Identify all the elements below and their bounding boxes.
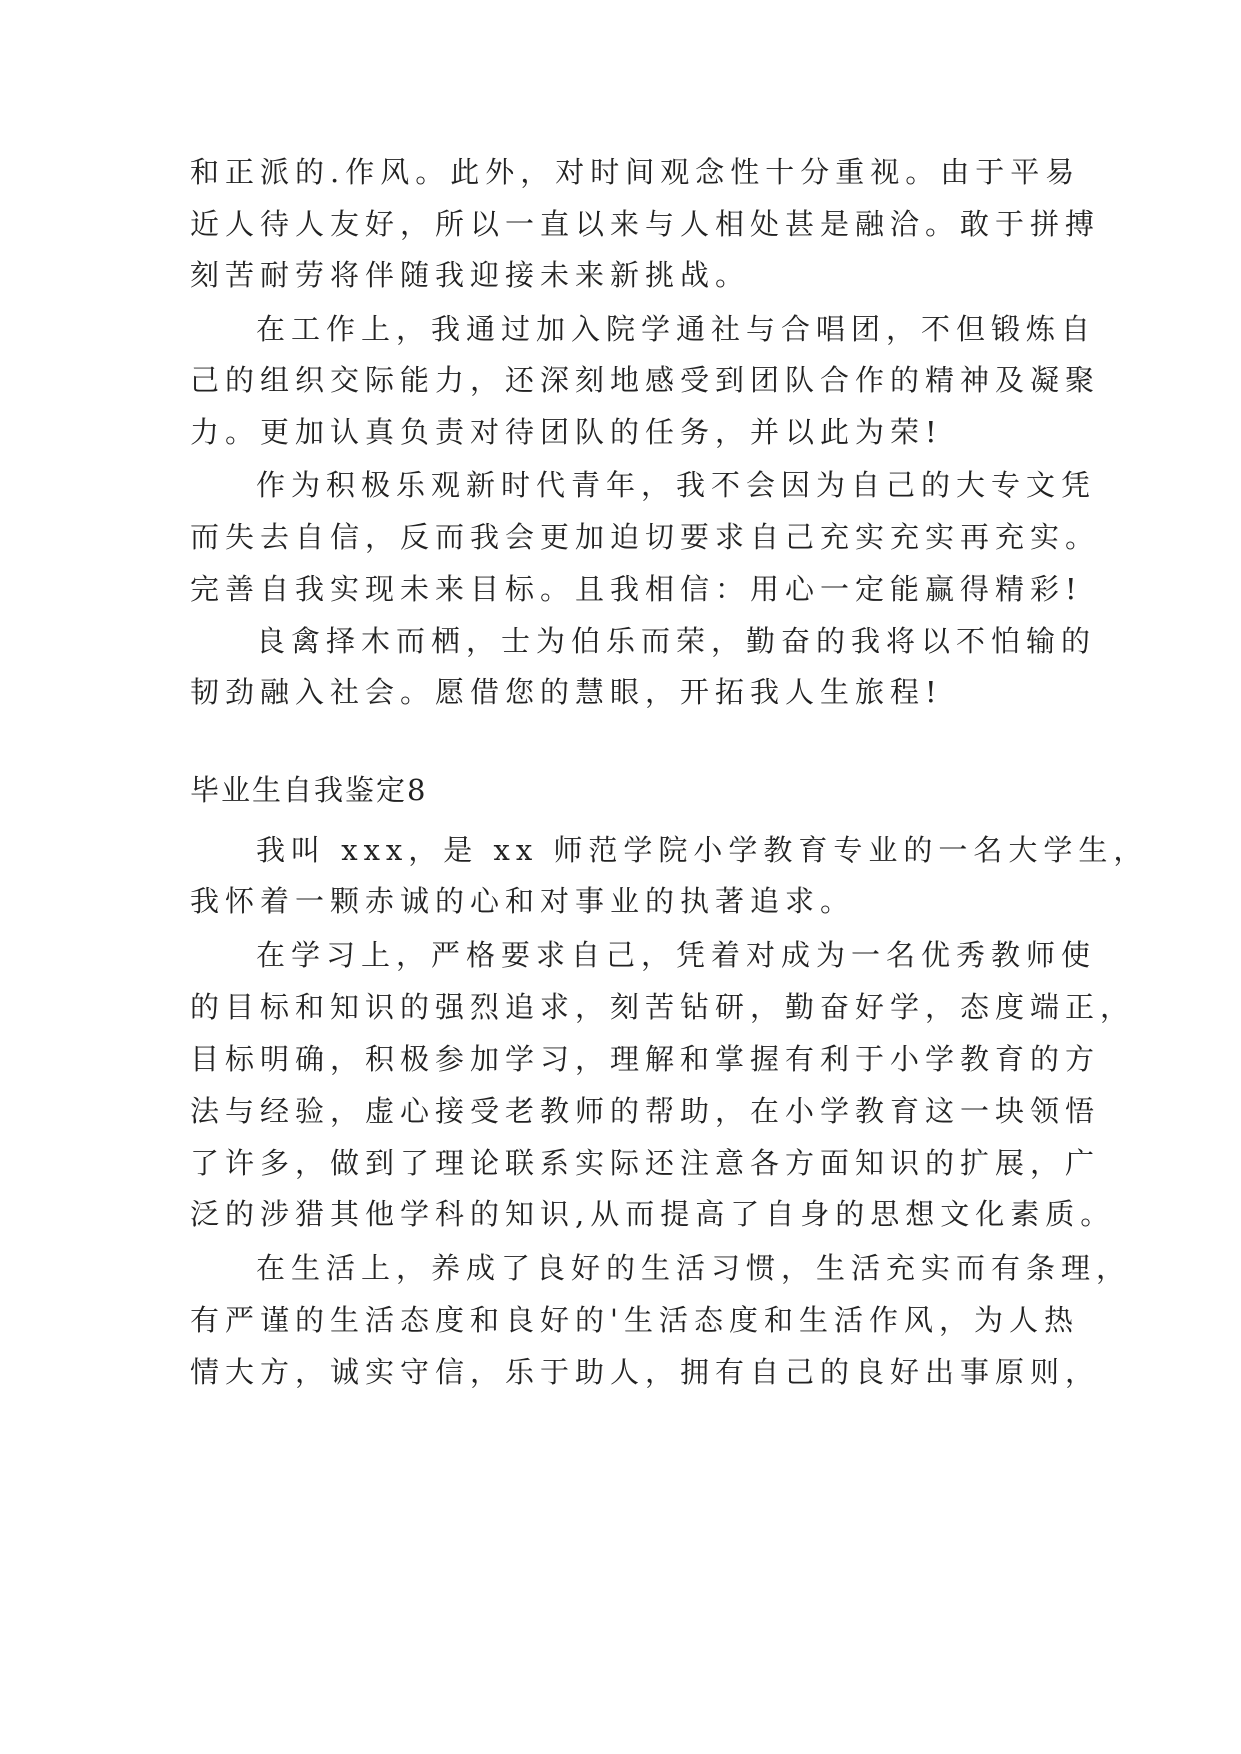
paragraph-start-line: 良禽择木而栖，士为伯乐而荣，勤奋的我将以不怕输的 — [256, 624, 1097, 658]
text-line: 的目标和知识的强烈追求，刻苦钻研，勤奋好学，态度端正， — [190, 990, 1136, 1024]
text-line: 己的组织交际能力，还深刻地感受到团队合作的精神及凝聚 — [190, 363, 1101, 397]
text-line: 近人待人友好，所以一直以来与人相处甚是融洽。敢于拼搏 — [190, 207, 1101, 241]
text-line: 和正派的.作风。此外，对时间观念性十分重视。由于平易 — [190, 155, 1081, 189]
text-line: 而失去自信，反而我会更加迫切要求自己充实充实再充实。 — [190, 520, 1101, 554]
text-line: 了许多，做到了理论联系实际还注意各方面知识的扩展，广 — [190, 1146, 1101, 1180]
text-line: 法与经验，虚心接受老教师的帮助，在小学教育这一块领悟 — [190, 1094, 1101, 1128]
text-line: 目标明确，积极参加学习，理解和掌握有利于小学教育的方 — [190, 1042, 1101, 1076]
paragraph-start-line: 我叫 xxx，是 xx 师范学院小学教育专业的一名大学生， — [256, 833, 1149, 867]
section-heading: 毕业生自我鉴定8 — [190, 773, 428, 807]
paragraph-start-line: 在生活上，养成了良好的生活习惯，生活充实而有条理， — [256, 1251, 1132, 1285]
text-line: 我怀着一颗赤诚的心和对事业的执著追求。 — [190, 884, 856, 918]
text-line: 韧劲融入社会。愿借您的慧眼，开拓我人生旅程! — [190, 675, 943, 709]
paragraph-start-line: 在工作上，我通过加入院学通社与合唱团，不但锻炼自 — [256, 312, 1097, 346]
paragraph-start-line: 在学习上，严格要求自己，凭着对成为一名优秀教师使 — [256, 938, 1097, 972]
text-line: 泛的涉猎其他学科的知识,从而提高了自身的思想文化素质。 — [190, 1197, 1116, 1231]
text-line: 力。更加认真负责对待团队的任务，并以此为荣! — [190, 415, 943, 449]
text-line: 情大方，诚实守信，乐于助人，拥有自己的良好出事原则， — [190, 1355, 1101, 1389]
text-line: 有严谨的生活态度和良好的'生活态度和生活作风，为人热 — [190, 1303, 1079, 1337]
text-line: 刻苦耐劳将伴随我迎接未来新挑战。 — [190, 258, 751, 292]
text-line: 完善自我实现未来目标。且我相信：用心一定能赢得精彩! — [190, 572, 1083, 606]
paragraph-start-line: 作为积极乐观新时代青年，我不会因为自己的大专文凭 — [256, 468, 1097, 502]
